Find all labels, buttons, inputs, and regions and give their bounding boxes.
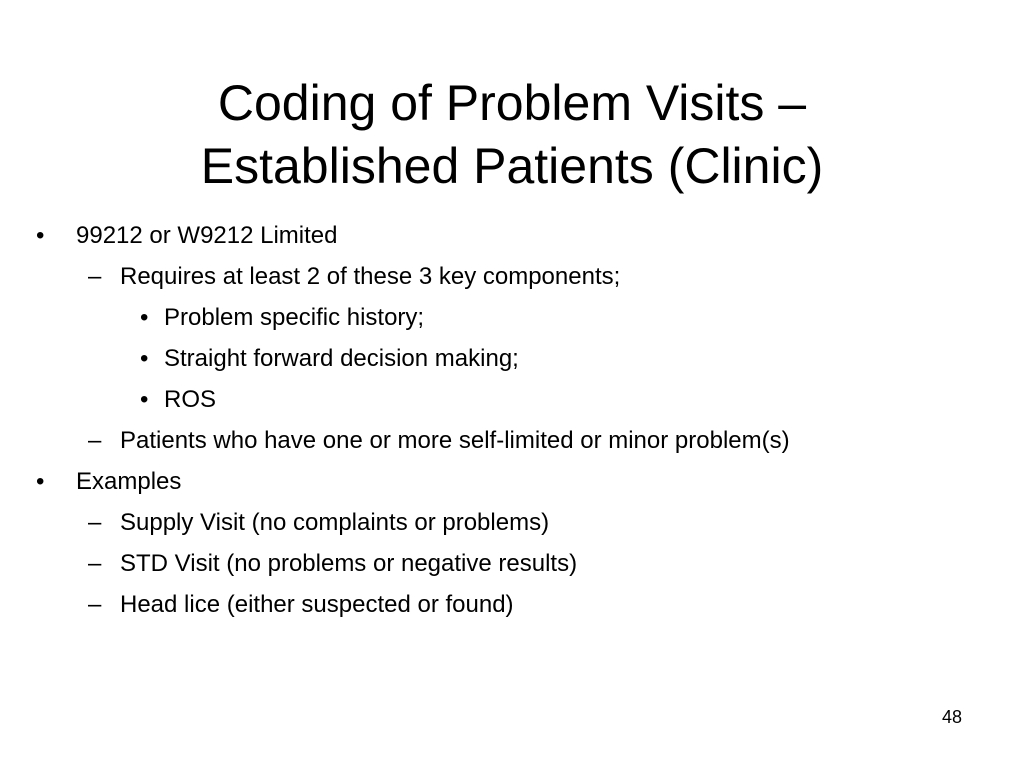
dash-marker: – [88,550,102,577]
dash-marker: – [88,591,102,618]
bullet-item-level3: Problem specific history; [164,304,425,331]
bullet-item-level2: Requires at least 2 of these 3 key components; [120,263,621,290]
bullet-item-level2: STD Visit (no problems or negative results) [120,550,578,577]
bullet-marker: • [140,304,149,331]
bullet-item-level2: Supply Visit (no complaints or problems) [120,509,550,536]
slide-title-line-1: Coding of Problem Visits – [217,75,807,131]
bullet-item-level2: Head lice (either suspected or found) [120,591,514,618]
page-number: 48 [941,707,962,727]
dash-marker: – [88,509,102,536]
bullet-item-level1: 99212 or W9212 Limited [76,222,338,249]
bullet-item-level1: Examples [76,468,182,495]
slide-title-line-2: Established Patients (Clinic) [200,138,824,194]
bullet-item-level3: Straight forward decision making; [164,345,519,372]
bullet-marker: • [140,345,149,372]
bullet-item-level3: ROS [164,386,217,413]
dash-marker: – [88,427,102,454]
bullet-marker: • [140,386,149,413]
bullet-marker: • [36,222,45,249]
dash-marker: – [88,263,102,290]
bullet-item-level2: Patients who have one or more self-limited or minor problem(s) [120,427,790,454]
bullet-marker: • [36,468,45,495]
